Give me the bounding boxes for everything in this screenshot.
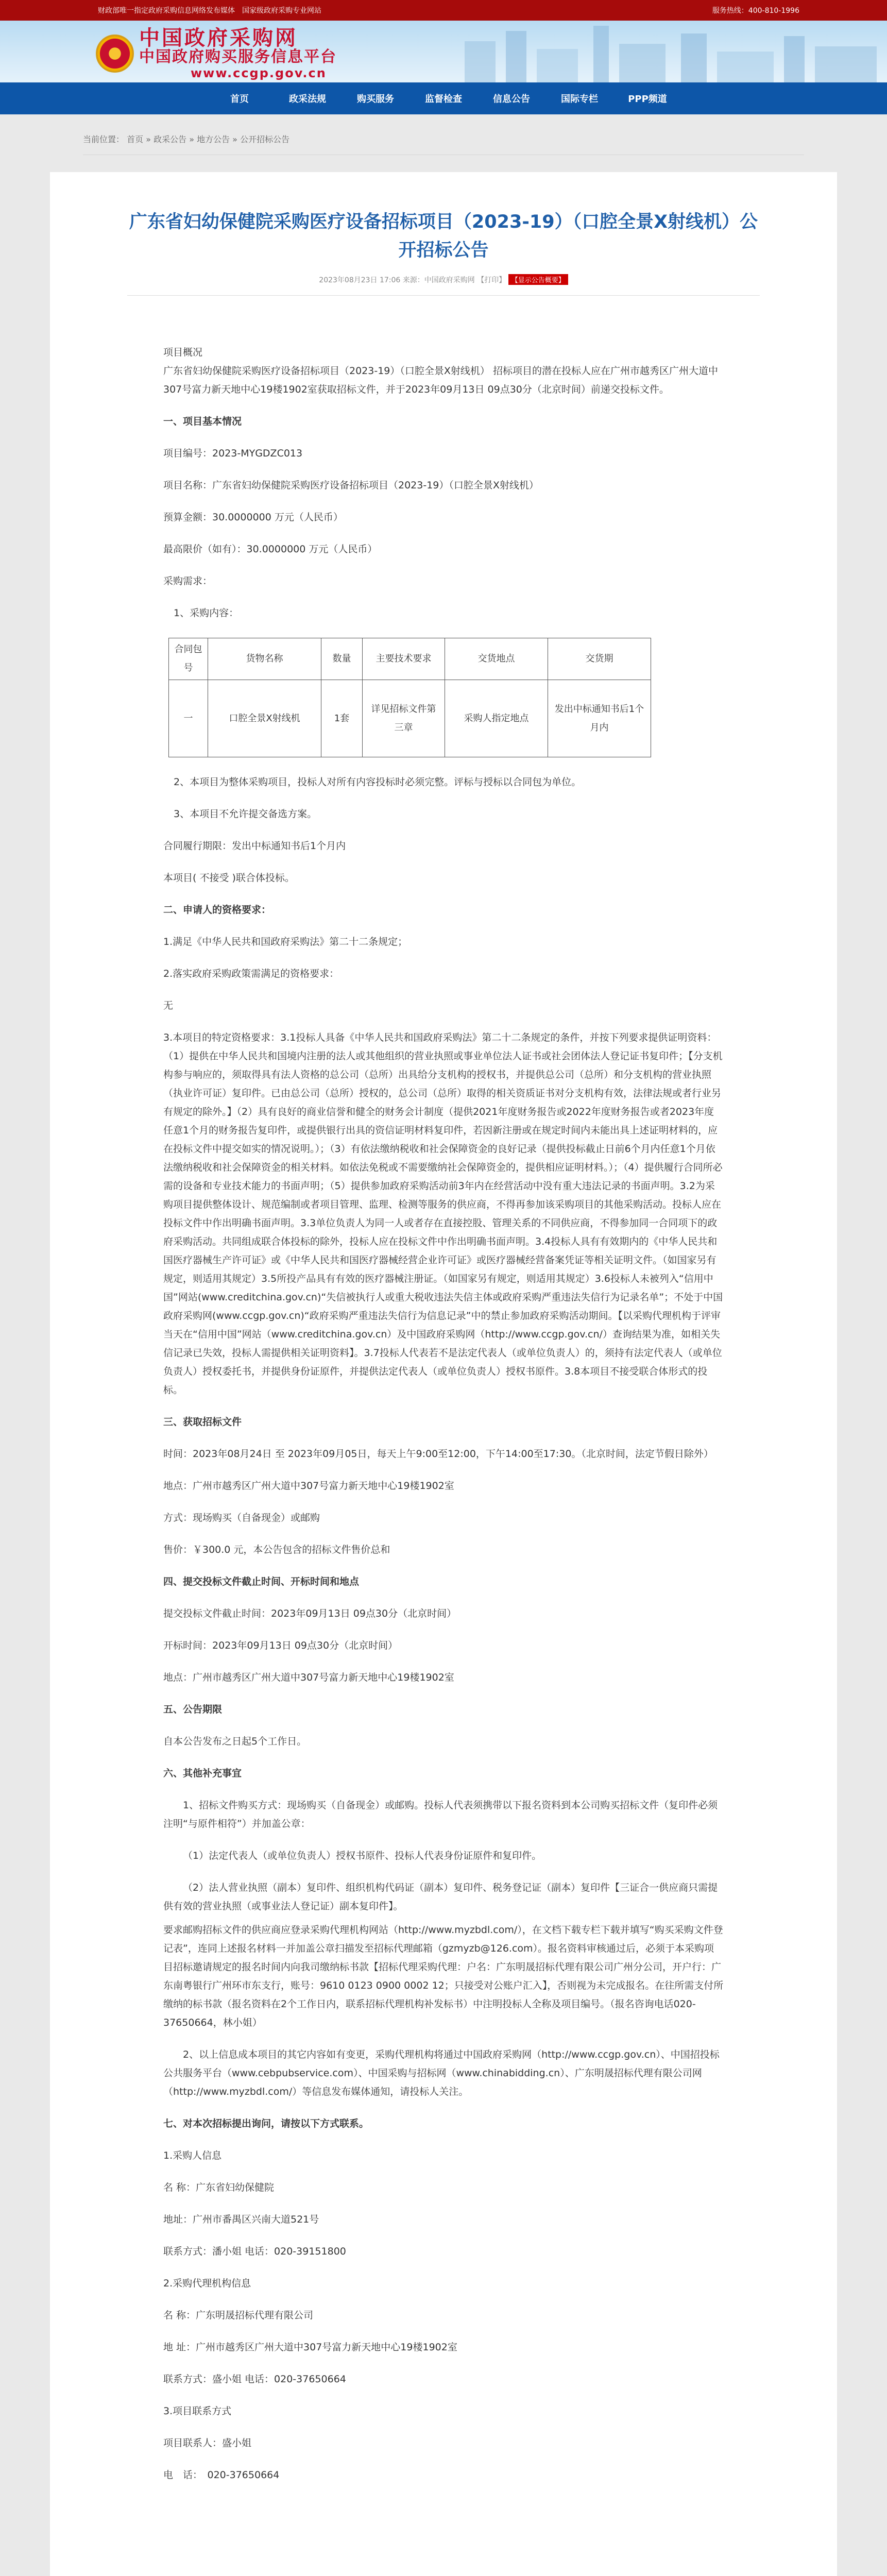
nav-ppp[interactable]: PPP频道 [628,94,667,105]
project-contact-name: 项目联系人：盛小姐 [163,2437,252,2449]
hotline: 服务热线：400-810-1996 [712,7,799,15]
nav-international[interactable]: 国际专栏 [561,94,598,105]
section-4-heading: 四、提交投标文件截止时间、开标时间和地点 [163,1576,360,1587]
project-contact-heading: 3.项目联系方式 [163,2405,232,2417]
opening-place: 地点：广州市越秀区广州大道中307号富力新天地中心19楼1902室 [163,1672,454,1683]
opening-time: 开标时间：2023年09月13日 09点30分（北京时间） [163,1640,398,1651]
table-header: 合同包号 [169,638,208,680]
procurement-table [168,638,651,757]
header-banner [0,21,887,82]
table-cell: 详见招标文件第三章 [363,680,445,757]
table-header: 货物名称 [208,638,321,680]
table-header: 交货地点 [445,638,548,680]
table-cell: 采购人指定地点 [445,680,548,757]
budget: 预算金额：30.0000000 万元（人民币） [163,512,343,523]
page-title: 广东省妇幼保健院采购医疗设备招标项目（2023-19）（口腔全景X射线机）公开招标公告 [129,212,758,261]
agency-address: 地 址：广州市越秀区广州大道中307号富力新天地中心19楼1902室 [163,2342,457,2353]
table-header-row [169,638,651,680]
obtain-price: 售价：￥300.0 元，本公告包含的招标文件售价总和 [163,1544,390,1555]
other-item-1a: （1）法定代表人（或单位负责人）授权书原件、投标人代表身份证原件和复印件。 [183,1850,542,1861]
consortium-note: 本项目( 不接受 )联合体投标。 [163,872,295,884]
content-panel [50,172,837,2576]
title-divider [127,295,760,296]
obtain-place: 地点：广州市越秀区广州大道中307号富力新天地中心19楼1902室 [163,1480,454,1492]
table-cell: 发出中标通知书后1个月内 [548,680,651,757]
breadcrumb-separator: » [230,134,241,144]
qualification-1: 1.满足《中华人民共和国政府采购法》第二十二条规定； [163,936,408,947]
breadcrumb-announcements[interactable]: 政采公告 [153,134,187,144]
agency-contact: 联系方式：盛小姐 电话：020-37650664 [163,2374,346,2385]
requirements-item-1: 1、采购内容： [174,607,239,619]
table-header: 交货期 [548,638,651,680]
section-6-heading: 六、其他补充事宜 [163,1768,242,1779]
deadline: 提交投标文件截止时间：2023年09月13日 09点30分（北京时间） [163,1608,457,1619]
breadcrumb [83,114,804,172]
article [127,172,760,2484]
requirements-item-3: 3、本项目不允许提交备选方案。 [174,808,317,820]
article-meta [127,274,760,285]
table-cell: 一 [169,680,208,757]
article-body [127,343,760,2484]
qualification-2-value: 无 [163,1000,174,1011]
main-nav [0,82,887,114]
nav-purchase-service[interactable]: 购买服务 [357,94,394,105]
nav-announcements[interactable]: 信息公告 [493,94,530,105]
other-item-1c: 要求邮购招标文件的供应商应登录采购代理机构网站（http://www.myzbdl.com/），在文档下载专栏下载并填写“购买采购文件登记表”，连同上述报名材料一并加盖公章扫描发至招标代理邮箱（gzmyzb@126.com）。报名资料审核通过后，必须于本采购项目招标邀请规定的报名时间内向我司缴纳标书款【招标代理采购代理：户名：广东明晟招标代理有限公司广州分公司，开户行：广东南粤银行广州环市东支行，账号：9610 0123 0900 0002 12；只接受对公账户汇入】，否则视为未完成报名。在往所需支付所缴纳的标书款（报名资料在2个工作日内，联系招标代理机构补发标书）中注明投标人全称及项目编号。（报名咨询电话020-37650664，林小姐） [163,1924,724,2028]
logo-subtitle: 中国政府购买服务信息平台 [139,48,337,66]
section-3-heading: 三、获取招标文件 [163,1416,242,1428]
breadcrumb-separator: » [143,134,154,144]
logo-title: 中国政府采购网 [139,26,298,50]
section-1-heading: 一、项目基本情况 [163,416,242,427]
qualification-3: 3.本项目的特定资格要求：3.1投标人具备《中华人民共和国政府采购法》第二十二条规定的条件，并按下列要求提供证明资料：（1）提供在中华人民共和国境内注册的法人或其他组织的营业执照或事业单位法人证书或社会团体法人登记证书复印件；【分支机构参与响应的，须取得具有法人资格的总公司（总所）出具给分支机构的授权书，并提供总公司（总所）和分支机构的营业执照（执业许可证）复印件。已由总公司（总所）授权的，总公司（总所）取得的相关资质证书对分支机构有效，法律法规或者行业另有规定的除外。】（2）具有良好的商业信誉和健全的财务会计制度（提供2021年度财务报告或2022年度财务报告或者2023年度任意1个月的财务报告复印件，或提供银行出具的资信证明材料复印件，若因新注册或在规定时间内未能出具上述证明材料的，应在投标文件中提交如实的情况说明。）；（3）有依法缴纳税收和社会保障资金的良好记录（提供投标截止日前6个月内任意1个月依法缴纳税收和社会保障资金的相关材料。如依法免税或不需要缴纳社会保障资金的，提供相应证明材料。）；（4）提供履行合同所必需的设备和专业技术能力的书面声明；（5）提供参加政府采购活动前3年内在经营活动中没有重大违法记录的书面声明。3.2为采购项目提供整体设计、规范编制或者项目管理、监理、检测等服务的供应商，不得再参加该采购项目的其他采购活动。投标人应在投标文件中作出明确书面声明。3.3单位负责人为同一人或者存在直接控股、管理关系的不同供应商，不得参加同一合同项下的政府采购活动。共同组成联合体投标的除外，投标人应在投标文件中作出明确书面声明。3.4投标人具有有效期内的《中华人民共和国医疗器械生产许可证》或《中华人民共和国医疗器械经营企业许可证》或医疗器械经营备案凭证等相关证明文件。（如国家另有规定，则适用其规定）3.5所投产品具有有效的医疗器械注册证。（如国家另有规定，则适用其规定）3.6投标人未被列入“信用中国”网站(www.creditchina.gov.cn)“失信被执行人或重大税收违法失信主体或政府采购严重违法失信行为记录名单”；不处于中国政府采购网(www.ccgp.gov.cn)“政府采购严重违法失信行为信息记录”中的禁止参加政府采购活动期间。【以采购代理机构于评审当天在“信用中国”网站（www.creditchina.gov.cn）及中国政府采购网（http://www.ccgp.gov.cn/）查询结果为准，如相关失信记录已失效，投标人需提供相关证明资料】。3.7投标人代表若不是法定代表人（或单位负责人）的，须持有法定代表人（或单位负责人）授权委托书，并提供身份证原件，并提供法定代表人（或单位负责人）授权书原件。3.8本项目不接受联合体形式的投标。 [163,1032,723,1396]
overview-heading: 项目概况 [163,347,203,358]
nav-regulations[interactable]: 政采法规 [289,94,326,105]
breadcrumb-local[interactable]: 地方公告 [197,134,230,144]
table-cell: 1套 [321,680,363,757]
breadcrumb-open-tender[interactable]: 公开招标公告 [240,134,290,144]
nav-home[interactable]: 首页 [230,94,249,105]
max-price: 最高限价（如有）：30.0000000 万元（人民币） [163,544,378,555]
other-item-1b: （2）法人营业执照（副本）复印件、组织机构代码证（副本）复印件、税务登记证（副本）复印件【三证合一供应商只需提供有效的营业执照（或事业法人登记证）副本复印件】。 [163,1882,718,1912]
nav-supervision[interactable]: 监督检查 [425,94,462,105]
project-code: 项目编号：2023-MYGDZC013 [163,448,303,459]
agency-name: 名 称：广东明晟招标代理有限公司 [163,2310,314,2321]
logo-url: www.ccgp.gov.cn [191,66,327,80]
table-row [169,680,651,757]
agency-heading: 2.采购代理机构信息 [163,2278,251,2289]
buyer-name: 名 称：广东省妇幼保健院 [163,2182,275,2193]
publish-info: 2023年08月23日 17:06 来源：中国政府采购网 【打印】 [319,276,506,284]
requirements-item-2: 2、本项目为整体采购项目，投标人对所有内容投标时必须完整。评标与授标以合同包为单位。 [174,776,582,788]
buyer-contact: 联系方式：潘小姐 电话：020-39151800 [163,2246,346,2257]
contract-term: 合同履行期限：发出中标通知书后1个月内 [163,840,346,852]
table-header: 主要技术要求 [363,638,445,680]
site-logo[interactable] [96,28,337,79]
topbar-link-professional[interactable]: 国家级政府采购专业网站 [242,7,321,15]
other-item-2: 2、以上信息成本项目的其它内容如有变更，采购代理机构将通过中国政府采购网（http://www.ccgp.gov.cn）、中国招投标公共服务平台（www.cebpubservice.com）、中国采购与招标网（www.chinabidding.cn）、广东明晟招标代理有限公司网（http://www.myzbdl.com/）等信息发布媒体通知，请投标人关注。 [163,2049,720,2097]
building-illustration [423,21,887,82]
other-item-1: 1、招标文件购买方式：现场购买（自备现金）或邮购。投标人代表须携带以下报名资料到本公司购买招标文件（复印件必须注明“与原件相符”）并加盖公章： [163,1800,718,1829]
qualification-2: 2.落实政府采购政策需满足的资格要求： [163,968,339,979]
table-header: 数量 [321,638,363,680]
buyer-address: 地址：广州市番禺区兴南大道521号 [163,2214,319,2225]
topbar-link-media[interactable]: 财政部唯一指定政府采购信息网络发布媒体 [98,7,235,15]
obtain-way: 方式：现场购买（自备现金）或邮购 [163,1512,320,1523]
project-contact-phone: 电 话： 020-37650664 [163,2469,280,2481]
section-2-heading: 二、申请人的资格要求： [163,904,271,916]
requirements-label: 采购需求： [163,575,213,587]
buyer-heading: 1.采购人信息 [163,2150,222,2161]
national-emblem-icon [96,35,134,73]
top-bar [0,0,887,21]
section-5-heading: 五、公告期限 [163,1704,223,1715]
obtain-time: 时间：2023年08月24日 至 2023年09月05日，每天上午9:00至12:00，下午14:00至17:30。（北京时间，法定节假日除外） [163,1448,713,1460]
breadcrumb-home[interactable]: 首页 [127,134,144,144]
notice-period: 自本公告发布之日起5个工作日。 [163,1736,307,1747]
breadcrumb-prefix: 当前位置： [83,134,125,144]
project-name: 项目名称：广东省妇幼保健院采购医疗设备招标项目（2023-19）（口腔全景X射线机） [163,480,539,491]
overview-text: 广东省妇幼保健院采购医疗设备招标项目（2023-19）（口腔全景X射线机） 招标项目的潜在投标人应在广州市越秀区广州大道中307号富力新天地中心19楼1902室获取招标文件，并于2023年09月13日 09点30分（北京时间）前递交投标文件。 [163,365,718,395]
table-cell: 口腔全景X射线机 [208,680,321,757]
summary-toggle-button[interactable]: 【显示公告概要】 [508,274,568,285]
section-7-heading: 七、对本次招标提出询问，请按以下方式联系。 [163,2118,369,2129]
breadcrumb-separator: » [186,134,197,144]
